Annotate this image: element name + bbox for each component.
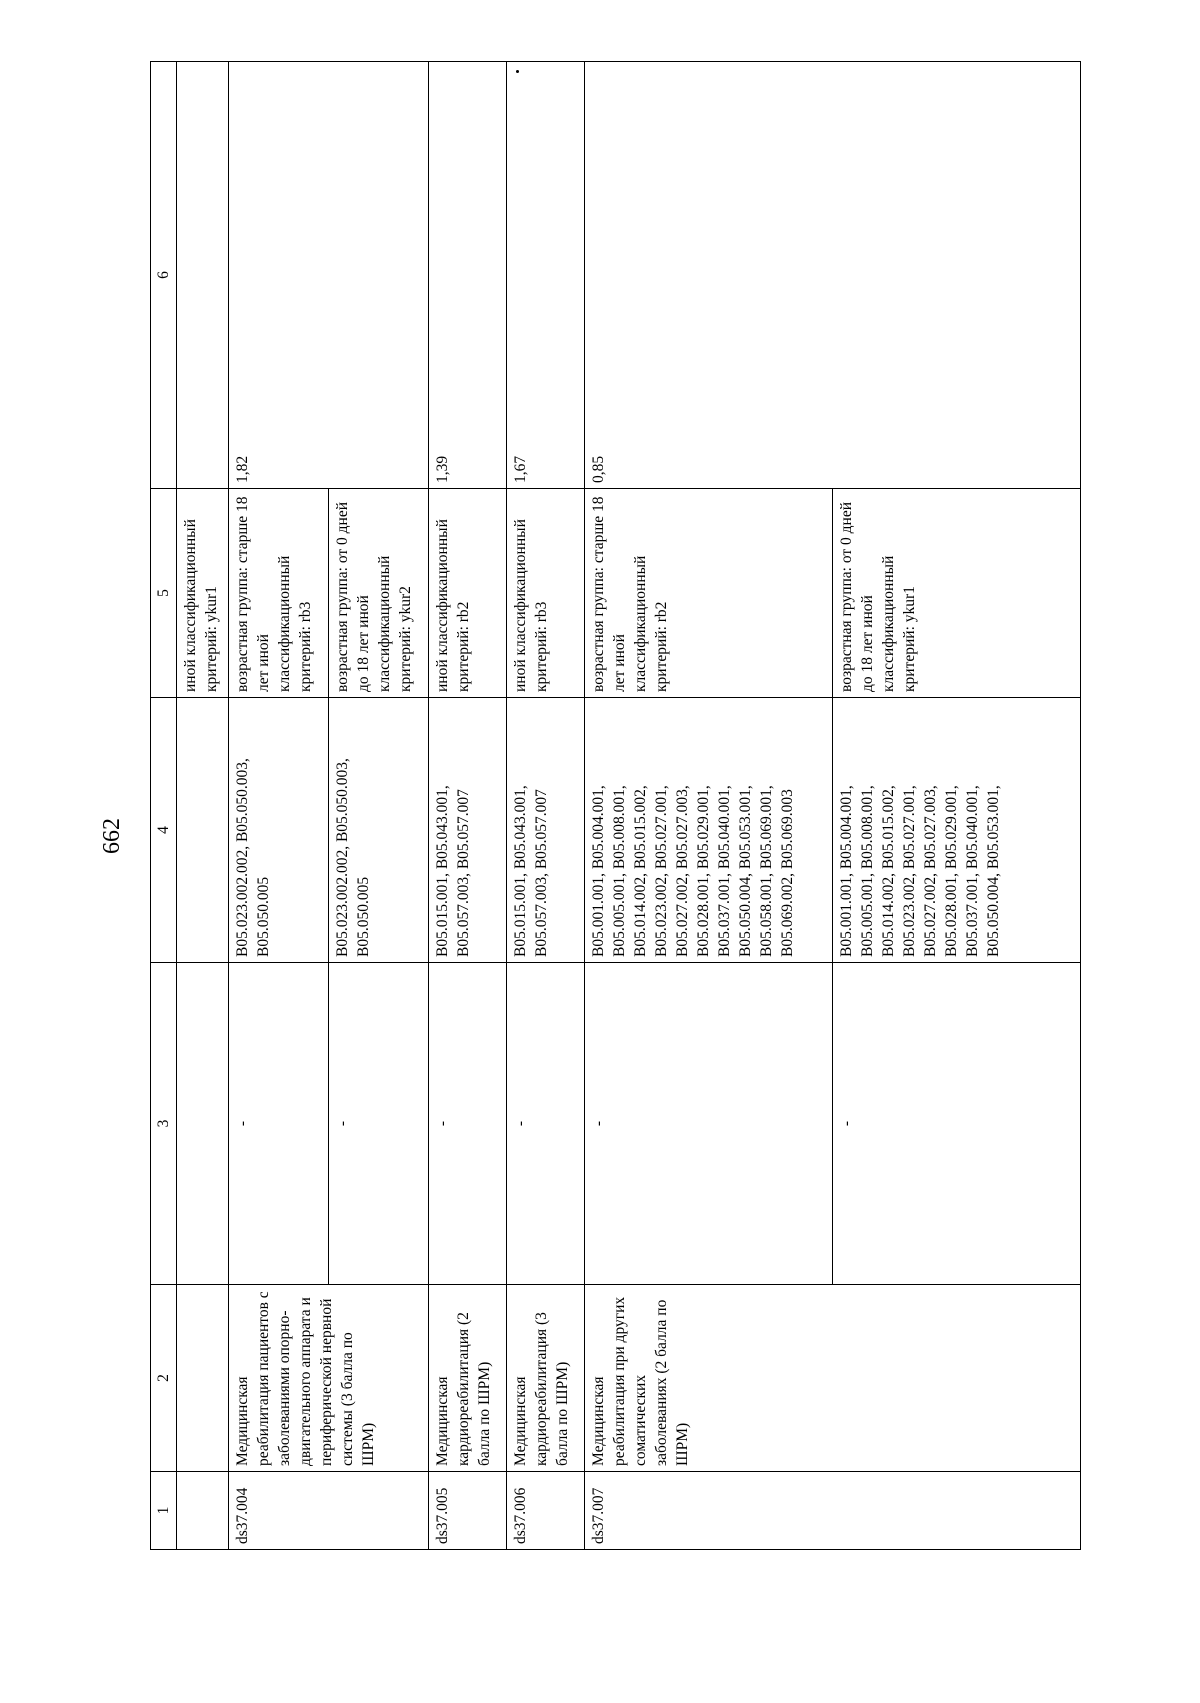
coefficient-cell: 1,67 bbox=[507, 62, 585, 489]
tariff-table bbox=[150, 61, 1081, 1550]
criteria-cell: возрастная группа: старше 18 лет иной классификационный критерий: rb2 bbox=[585, 489, 833, 698]
service-codes-cell: B05.015.001, B05.043.001, B05.057.003, B05.057.007 bbox=[429, 698, 507, 963]
code-cell: ds37.006 bbox=[507, 1472, 585, 1550]
criteria-cell: возрастная группа: от 0 дней до 18 лет иной классификационный критерий: ykur1 bbox=[833, 489, 1081, 698]
criteria-cell: иной классификационный критерий: ykur1 bbox=[177, 489, 229, 698]
header-col-1: 1 bbox=[151, 1472, 177, 1550]
coefficient-cell: 0,85 bbox=[585, 62, 1081, 489]
service-codes-cell: B05.001.001, B05.004.001, B05.005.001, B05.008.001, B05.014.002, B05.015.002, B05.023.002, B05.027.001, B05.027.002, B05.027.003, B05.028.001, B05.029.001, B05.037.001, B05.040.001, B05.050.004, B05.053.001, bbox=[833, 698, 1081, 963]
code-cell: ds37.005 bbox=[429, 1472, 507, 1550]
header-col-3: 3 bbox=[151, 963, 177, 1285]
dash-cell: - bbox=[585, 963, 833, 1285]
dash-cell: - bbox=[229, 963, 329, 1285]
criteria-cell: возрастная группа: от 0 дней до 18 лет иной классификационный критерий: ykur2 bbox=[329, 489, 429, 698]
header-col-6: 6 bbox=[151, 62, 177, 489]
code-cell: ds37.007 bbox=[585, 1472, 1081, 1550]
criteria-cell: возрастная группа: старше 18 лет иной классификационный критерий: rb3 bbox=[229, 489, 329, 698]
code-cell: ds37.004 bbox=[229, 1472, 429, 1550]
name-cell: Медицинская кардиореабилитация (3 балла по ШРМ) bbox=[507, 1285, 585, 1472]
dash-cell: - bbox=[329, 963, 429, 1285]
table-row bbox=[429, 62, 507, 1550]
criteria-cell: иной классификационный критерий: rb3 bbox=[507, 489, 585, 698]
service-codes-cell: B05.023.002.002, B05.050.003, B05.050.005 bbox=[329, 698, 429, 963]
name-cell: Медицинская реабилитация при других соматических заболеваниях (2 балла по ШРМ) bbox=[585, 1285, 1081, 1472]
dash-cell: - bbox=[833, 963, 1081, 1285]
dash-cell: - bbox=[429, 963, 507, 1285]
page-number: 662 bbox=[99, 818, 125, 854]
service-codes-cell: B05.023.002.002, B05.050.003, B05.050.005 bbox=[229, 698, 329, 963]
table-row bbox=[507, 62, 585, 1550]
table-row bbox=[585, 62, 833, 1550]
rotated-table-container bbox=[150, 62, 1080, 1550]
criteria-cell: иной классификационный критерий: rb2 bbox=[429, 489, 507, 698]
coefficient-cell: 1,82 bbox=[229, 62, 429, 489]
header-col-2: 2 bbox=[151, 1285, 177, 1472]
header-row bbox=[151, 62, 177, 1550]
name-cell: Медицинская реабилитация пациентов с заболеваниями опорно-двигательного аппарата и периферической нервной системы (3 балла по ШРМ) bbox=[229, 1285, 429, 1472]
service-codes-cell: B05.001.001, B05.004.001, B05.005.001, B05.008.001, B05.014.002, B05.015.002, B05.023.002, B05.027.001, B05.027.002, B05.027.003, B05.028.001, B05.029.001, B05.037.001, B05.040.001, B05.050.004, B05.053.001, B05.058.001, B05.069.001, B05.069.002, B05.069.003 bbox=[585, 698, 833, 963]
coefficient-cell: 1,39 bbox=[429, 62, 507, 489]
service-codes-cell: B05.015.001, B05.043.001, B05.057.003, B05.057.007 bbox=[507, 698, 585, 963]
header-col-5: 5 bbox=[151, 489, 177, 698]
table-row bbox=[229, 62, 329, 1550]
name-cell: Медицинская кардиореабилитация (2 балла по ШРМ) bbox=[429, 1285, 507, 1472]
header-col-4: 4 bbox=[151, 698, 177, 963]
dash-cell: - bbox=[507, 963, 585, 1285]
table-row bbox=[177, 62, 229, 1550]
